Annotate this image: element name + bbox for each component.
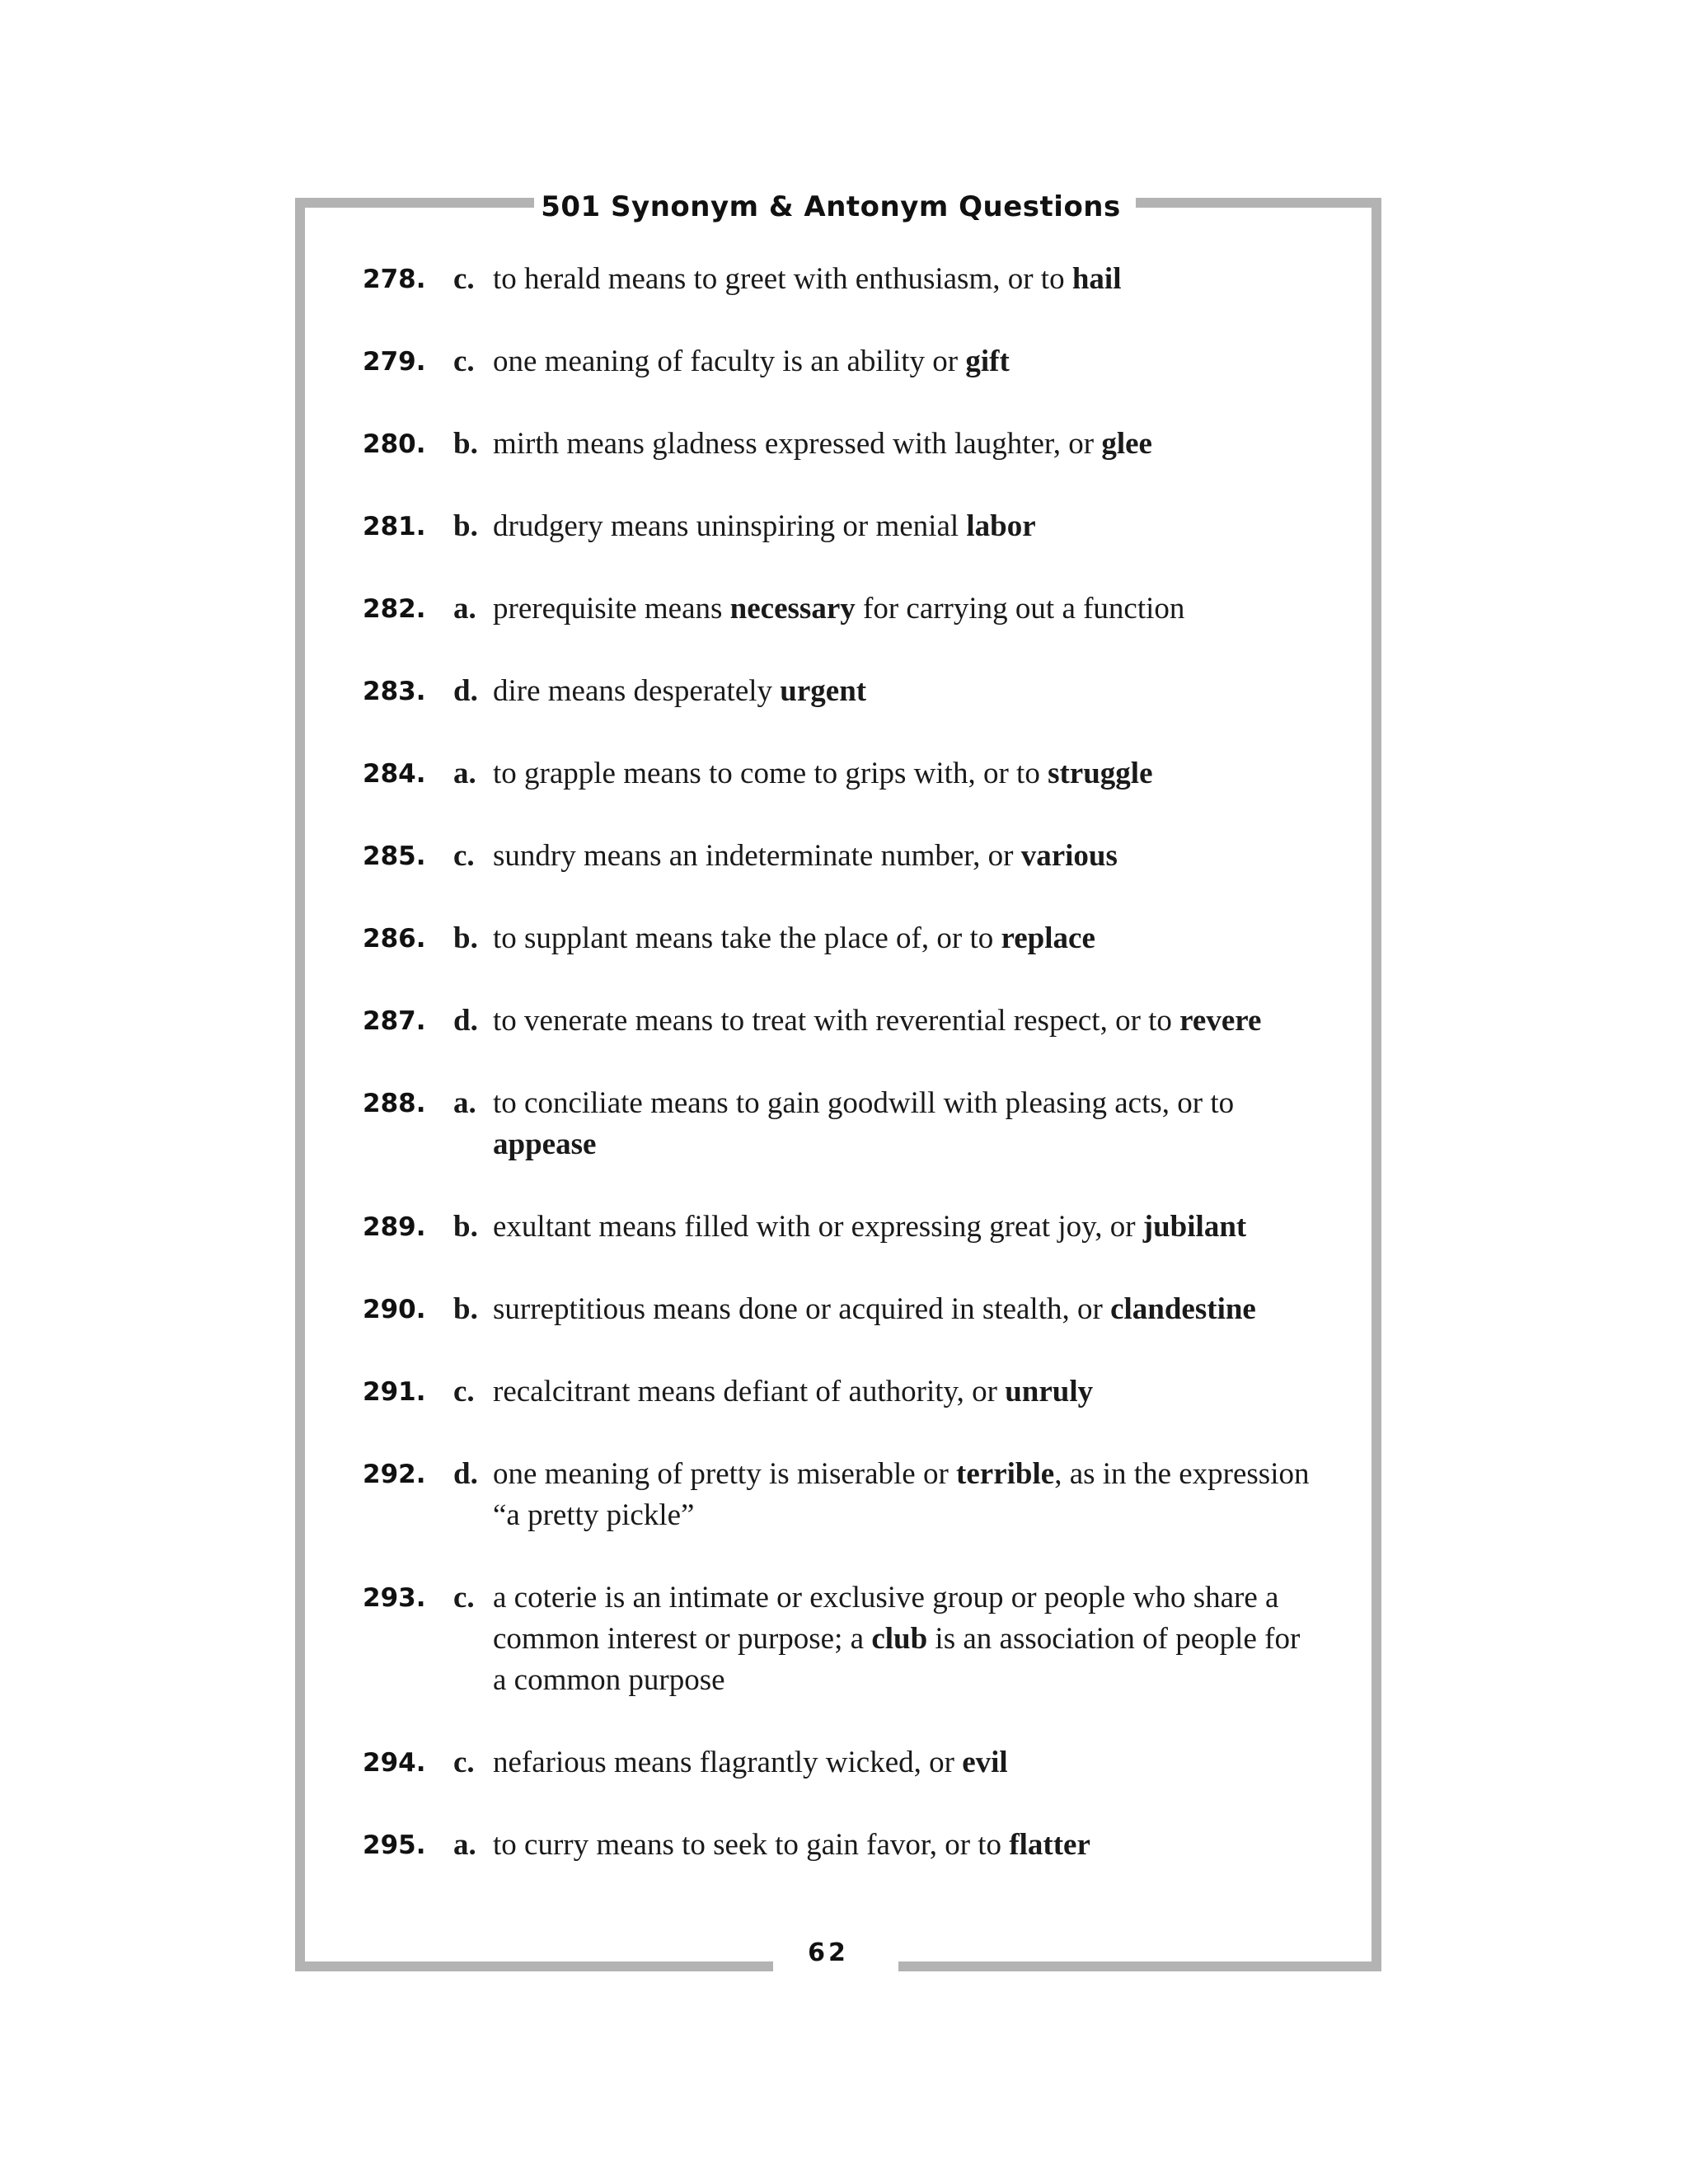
answer-item xyxy=(363,918,1311,959)
answer-text: for carrying out a function xyxy=(855,592,1185,626)
answer-letter: b. xyxy=(453,921,478,955)
page-header-title: 501 Synonym & Antonym Questions xyxy=(541,190,1121,223)
answer-explanation xyxy=(493,1207,1311,1248)
answer-letter: b. xyxy=(453,509,478,543)
answer-keyword: urgent xyxy=(780,674,867,708)
answer-explanation xyxy=(493,671,1311,712)
answer-text: exultant means filled with or expressing great joy, or xyxy=(493,1210,1143,1244)
answer-keyword: hail xyxy=(1071,262,1122,296)
frame-bottom-left-line xyxy=(295,1961,773,1971)
frame-top-left-line xyxy=(295,198,534,208)
answer-number: 289. xyxy=(363,1212,426,1242)
answer-keyword: terrible xyxy=(956,1457,1055,1491)
answer-explanation xyxy=(493,753,1311,794)
answer-number: 292. xyxy=(363,1460,426,1489)
answer-explanation xyxy=(493,341,1311,382)
answer-number: 285. xyxy=(363,841,426,871)
answer-keyword: struggle xyxy=(1048,757,1153,790)
answer-text: prerequisite means xyxy=(493,592,730,626)
answer-text: , as in the expression “a pretty pickle” xyxy=(493,1457,1310,1532)
answer-text: to grapple means to come to grips with, or to xyxy=(493,757,1048,790)
answer-item xyxy=(363,1289,1311,1330)
answer-letter: a. xyxy=(453,757,476,790)
answer-letter: a. xyxy=(453,1086,476,1120)
answer-keyword: flatter xyxy=(1009,1828,1090,1862)
answer-text: recalcitrant means defiant of authority, or xyxy=(493,1375,1006,1408)
answer-text: one meaning of faculty is an ability or xyxy=(493,344,966,378)
answer-item xyxy=(363,1454,1311,1536)
frame-bottom-right-line xyxy=(898,1961,1381,1971)
answer-keyword: jubilant xyxy=(1142,1210,1247,1244)
answer-text: mirth means gladness expressed with laughter, or xyxy=(493,427,1102,461)
answer-text: drudgery means uninspiring or menial xyxy=(493,509,967,543)
answer-number: 290. xyxy=(363,1295,426,1324)
answer-item xyxy=(363,341,1311,382)
answer-explanation xyxy=(493,588,1311,630)
answer-item xyxy=(363,424,1311,465)
answer-text: to venerate means to treat with reverential respect, or to xyxy=(493,1004,1180,1038)
answer-number: 281. xyxy=(363,512,426,541)
answer-item xyxy=(363,671,1311,712)
answer-number: 280. xyxy=(363,429,426,459)
answer-letter: b. xyxy=(453,1210,478,1244)
answer-explanation xyxy=(493,424,1311,465)
answer-item xyxy=(363,1207,1311,1248)
answer-item xyxy=(363,1371,1311,1413)
answer-keyword: gift xyxy=(965,344,1010,378)
answer-explanation xyxy=(493,1289,1311,1330)
answer-explanation xyxy=(493,1577,1311,1701)
answer-text: a coterie is an intimate or exclusive group or people who share a common interest or purpose; a xyxy=(493,1581,1279,1656)
answer-item xyxy=(363,1001,1311,1042)
answer-item xyxy=(363,506,1311,547)
answer-number: 291. xyxy=(363,1377,426,1407)
answer-text: one meaning of pretty is miserable or xyxy=(493,1457,957,1491)
answer-letter: c. xyxy=(453,344,475,378)
answer-item xyxy=(363,259,1311,300)
answer-letter: d. xyxy=(453,1004,478,1038)
answer-letter: c. xyxy=(453,262,475,296)
answer-letter: c. xyxy=(453,839,475,873)
answer-number: 279. xyxy=(363,347,426,377)
answer-letter: b. xyxy=(453,427,478,461)
frame-right-line xyxy=(1372,198,1381,1971)
answer-text: to curry means to seek to gain favor, or to xyxy=(493,1828,1010,1862)
answer-keyword: revere xyxy=(1179,1004,1262,1038)
answer-keyword: clandestine xyxy=(1110,1292,1256,1326)
answer-number: 293. xyxy=(363,1583,426,1613)
answer-item xyxy=(363,753,1311,794)
answer-keyword: appease xyxy=(493,1127,597,1161)
answer-item xyxy=(363,1825,1311,1866)
answer-keyword: unruly xyxy=(1005,1375,1094,1408)
answer-keyword: replace xyxy=(1001,921,1095,955)
answer-text: to herald means to greet with enthusiasm, or to xyxy=(493,262,1072,296)
answer-letter: c. xyxy=(453,1581,475,1615)
page-number: 62 xyxy=(808,1938,849,1967)
frame-left-line xyxy=(295,198,305,1971)
answer-letter: b. xyxy=(453,1292,478,1326)
answer-keyword: evil xyxy=(962,1746,1008,1779)
answer-letter: c. xyxy=(453,1375,475,1408)
answer-text: nefarious means flagrantly wicked, or xyxy=(493,1746,963,1779)
answer-text: to supplant means take the place of, or to xyxy=(493,921,1001,955)
answer-number: 287. xyxy=(363,1006,426,1036)
answer-explanation xyxy=(493,1742,1311,1783)
answer-letter: d. xyxy=(453,1457,478,1491)
answer-letter: a. xyxy=(453,592,476,626)
answer-explanation xyxy=(493,1083,1311,1165)
answer-item xyxy=(363,1577,1311,1701)
answer-keyword: labor xyxy=(966,509,1036,543)
answer-keyword: glee xyxy=(1101,427,1152,461)
answer-explanation xyxy=(493,918,1311,959)
answer-number: 278. xyxy=(363,265,426,294)
answer-text: is an association of people for a common purpose xyxy=(493,1622,1301,1697)
answer-text: to conciliate means to gain goodwill with pleasing acts, or to xyxy=(493,1086,1235,1120)
answer-item xyxy=(363,588,1311,630)
answer-item xyxy=(363,1742,1311,1783)
answer-explanation xyxy=(493,1454,1311,1536)
answer-letter: d. xyxy=(453,674,478,708)
answer-explanation xyxy=(493,836,1311,877)
answer-text: surreptitious means done or acquired in stealth, or xyxy=(493,1292,1111,1326)
answer-list xyxy=(363,259,1311,1907)
answer-keyword: various xyxy=(1020,839,1118,873)
answer-explanation xyxy=(493,1001,1311,1042)
answer-text: sundry means an indeterminate number, or xyxy=(493,839,1021,873)
answer-keyword: necessary xyxy=(729,592,856,626)
answer-explanation xyxy=(493,1371,1311,1413)
answer-explanation xyxy=(493,259,1311,300)
answer-item xyxy=(363,836,1311,877)
answer-letter: c. xyxy=(453,1746,475,1779)
answer-text: dire means desperately xyxy=(493,674,781,708)
answer-number: 295. xyxy=(363,1830,426,1860)
answer-keyword: club xyxy=(871,1622,928,1656)
answer-number: 282. xyxy=(363,594,426,624)
answer-number: 284. xyxy=(363,759,426,789)
answer-explanation xyxy=(493,506,1311,547)
answer-number: 288. xyxy=(363,1089,426,1118)
frame-top-right-line xyxy=(1136,198,1381,208)
answer-number: 283. xyxy=(363,677,426,706)
answer-letter: a. xyxy=(453,1828,476,1862)
answer-number: 286. xyxy=(363,924,426,954)
answer-item xyxy=(363,1083,1311,1165)
answer-number: 294. xyxy=(363,1748,426,1778)
answer-explanation xyxy=(493,1825,1311,1866)
